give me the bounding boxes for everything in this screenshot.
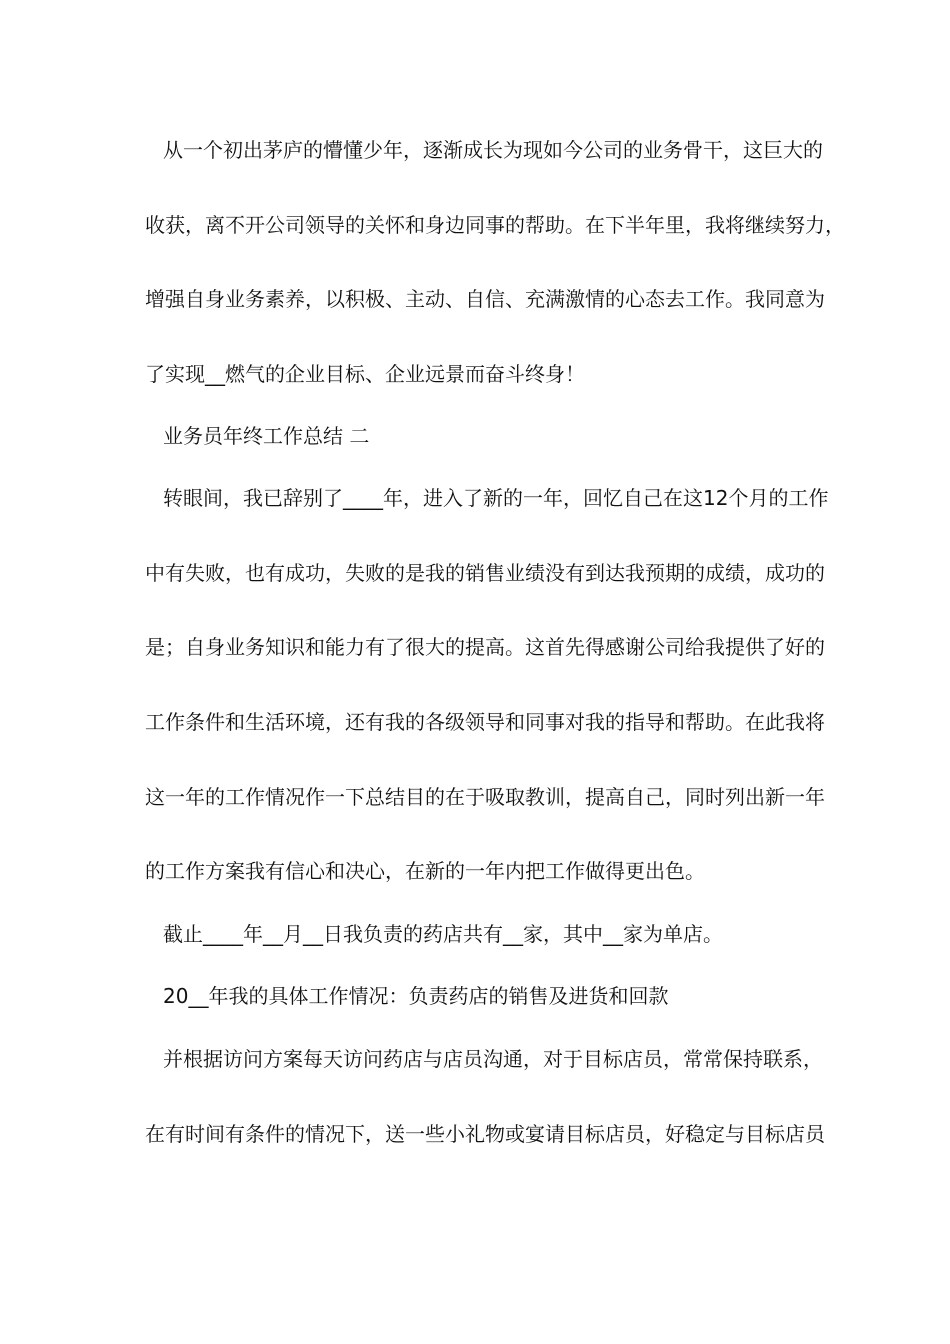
paragraph-line: 中有失败，也有成功，失败的是我的销售业绩没有到达我预期的成绩，成功的 [145,561,825,585]
paragraph-line: 20__年我的具体工作情况：负责药店的销售及进货和回款 [163,984,669,1008]
paragraph-line: 在有时间有条件的情况下，送一些小礼物或宴请目标店员，好稳定与目标店员 [145,1122,825,1146]
paragraph-line: 截止____年__月__日我负责的药店共有__家，其中__家为单店。 [163,922,723,946]
paragraph-line: 并根据访问方案每天访问药店与店员沟通，对于目标店员，常常保持联系， [163,1047,823,1071]
paragraph-line: 这一年的工作情况作一下总结目的在于吸取教训，提高自己，同时列出新一年 [145,785,825,809]
paragraph-line: 的工作方案我有信心和决心，在新的一年内把工作做得更出色。 [145,859,705,883]
paragraph-line: 了实现__燃气的企业目标、企业远景而奋斗终身！ [145,362,585,386]
paragraph-line: 转眼间，我已辞别了____年，进入了新的一年，回忆自己在这12个月的工作 [163,486,829,510]
paragraph-line: 增强自身业务素养，以积极、主动、自信、充满激情的心态去工作。我同意为 [145,287,825,311]
paragraph-line: 工作条件和生活环境，还有我的各级领导和同事对我的指导和帮助。在此我将 [145,710,825,734]
paragraph-line: 收获，离不开公司领导的关怀和身边同事的帮助。在下半年里，我将继续努力， [145,213,845,237]
paragraph-line: 是；自身业务知识和能力有了很大的提高。这首先得感谢公司给我提供了好的 [145,635,825,659]
paragraph-line: 从一个初出茅庐的懵懂少年，逐渐成长为现如今公司的业务骨干，这巨大的 [163,138,823,162]
section-heading: 业务员年终工作总结 二 [163,424,370,448]
